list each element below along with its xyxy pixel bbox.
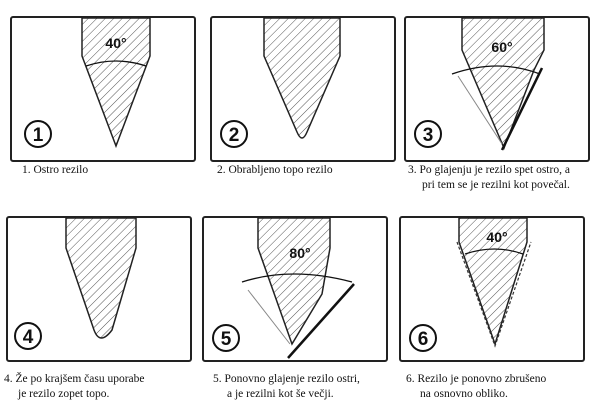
- caption-5-line1: 5. Ponovno glajenje rezilo ostri,: [213, 373, 360, 385]
- caption-5-line2: a je rezilni kot še večji.: [227, 388, 334, 400]
- step-number: 3: [422, 125, 434, 146]
- angle-label: 40°: [486, 229, 508, 245]
- caption-4: [4, 372, 145, 402]
- caption-6-line2: na osnovno obliko.: [420, 388, 508, 400]
- panel-5-drawing: [204, 218, 388, 362]
- step-number: 6: [417, 329, 429, 350]
- angle-label: 40°: [105, 35, 127, 51]
- panel-1: [10, 16, 196, 162]
- panel-3: [404, 16, 590, 162]
- caption-6: [406, 372, 546, 402]
- caption-3: [408, 163, 570, 193]
- panel-4: [6, 216, 192, 362]
- caption-5: [213, 372, 360, 402]
- angle-label: 80°: [289, 245, 311, 261]
- caption-1-line1: 1. Ostro rezilo: [22, 164, 89, 176]
- caption-3-line1: 3. Po glajenju je rezilo spet ostro, a: [408, 164, 570, 176]
- caption-3-line2: pri tem se je rezilni kot povečal.: [422, 179, 570, 191]
- caption-4-line2: je rezilo zopet topo.: [18, 388, 110, 400]
- blade-resharpened: [462, 18, 544, 148]
- panel-2-drawing: [212, 18, 396, 162]
- panel-6: [399, 216, 585, 362]
- step-number: 5: [220, 329, 232, 350]
- panel-5: [202, 216, 388, 362]
- blade-dull-again: [66, 218, 136, 338]
- panel-6-drawing: [401, 218, 585, 362]
- caption-1: [22, 163, 88, 178]
- blade-dull: [264, 18, 340, 138]
- caption-2: [217, 163, 333, 178]
- panel-4-drawing: [8, 218, 192, 362]
- step-number: 2: [228, 125, 240, 146]
- panel-2: [210, 16, 396, 162]
- angle-label: 60°: [491, 39, 513, 55]
- panel-3-drawing: [406, 18, 590, 162]
- caption-4-line1: 4. Že po krajšem času uporabe: [4, 373, 145, 385]
- panel-1-drawing: [12, 18, 196, 162]
- caption-6-line1: 6. Rezilo je ponovno zbrušeno: [406, 373, 547, 385]
- caption-2-line1: 2. Obrabljeno topo rezilo: [217, 164, 333, 176]
- step-number: 4: [22, 327, 34, 348]
- step-number: 1: [32, 125, 44, 146]
- blade-resharpened-wider: [258, 218, 330, 344]
